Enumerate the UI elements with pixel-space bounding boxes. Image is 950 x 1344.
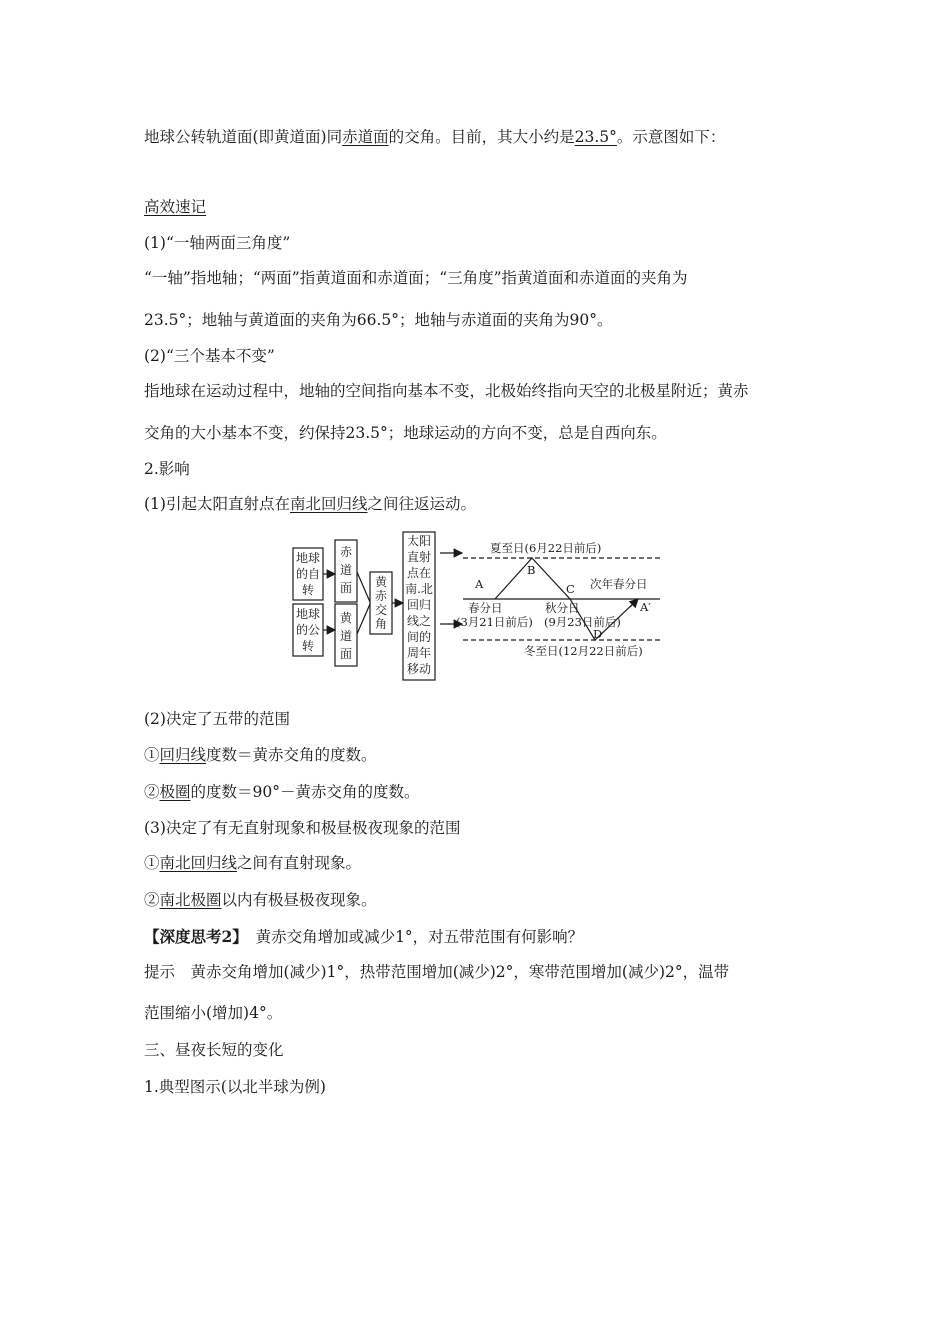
hint-line: 提示 黄赤交角增加(减少)1°，热带范围增加(减少)2°，寒带范围增加(减少)2°，温带 (144, 963, 730, 981)
section-heading: 1.典型图示(以北半球为例) (144, 1078, 326, 1096)
text: ② (144, 891, 160, 909)
point-b: B (527, 563, 536, 577)
text: 之间往返运动。 (367, 495, 476, 513)
think-label: 【深度思考2】 (144, 927, 241, 946)
ecliptic-diagram (290, 530, 670, 690)
memo-title: 高效速记 (144, 198, 207, 216)
section-heading: (2)决定了五带的范围 (144, 710, 290, 728)
label: 周年 (406, 646, 432, 660)
paragraph-line: 23.5°；地轴与黄道面的夹角为66.5°；地轴与赤道面的夹角为90°。 (144, 311, 613, 329)
point-c: C (566, 582, 575, 596)
item-line (144, 856, 361, 872)
text: 之间有直射现象。 (237, 854, 362, 872)
text: ① (144, 854, 160, 872)
point-a: A (475, 577, 484, 591)
label: 赤 (374, 589, 388, 603)
section-heading: 2.影响 (144, 460, 190, 478)
text: ① (144, 746, 160, 764)
label-spring-date: (3月21日前后) (456, 615, 533, 629)
text: 。示意图如下： (616, 128, 726, 146)
label: 回归 (406, 598, 432, 612)
label: 转 (301, 583, 315, 597)
label: 道 (339, 629, 353, 643)
underlined-answer: 23.5° (574, 128, 617, 146)
label: 的公 (295, 623, 321, 637)
underlined-answer: 赤道面 (342, 128, 389, 146)
label: 赤 (339, 545, 353, 559)
think-question (144, 929, 583, 946)
label: 移动 (406, 662, 432, 676)
label: 地球 (295, 551, 321, 565)
section-heading: 三、昼夜长短的变化 (144, 1041, 284, 1059)
label: 道 (339, 563, 353, 577)
label-autumn: 秋分日 (545, 601, 580, 615)
section-heading: (1)“一轴两面三角度” (144, 234, 291, 252)
label: 太阳 (406, 534, 432, 548)
label-autumn-date: (9月23日前后) (544, 615, 621, 629)
underlined-answer: 极圈 (159, 783, 191, 801)
connector (357, 572, 370, 602)
underlined-answer: 南北回归线 (289, 495, 368, 513)
paragraph-line: 交角的大小基本不变，约保持23.5°；地球运动的方向不变，总是自西向东。 (144, 424, 667, 442)
paragraph-intro (144, 130, 725, 146)
paragraph-line: “一轴”指地轴；“两面”指黄道面和赤道面；“三角度”指黄道面和赤道面的夹角为 (144, 269, 688, 287)
label: 地球 (295, 607, 321, 621)
hint-line: 范围缩小(增加)4°。 (144, 1004, 283, 1022)
item-line (144, 497, 476, 513)
arrow (630, 599, 638, 607)
text: (1)引起太阳直射点在 (144, 495, 290, 513)
label: 线之 (406, 614, 432, 628)
label: 黄 (339, 611, 353, 625)
item-line (144, 785, 420, 801)
text: 以内有极昼极夜现象。 (221, 891, 377, 909)
label-next-spring: 次年春分日 (590, 577, 648, 591)
text: 度数＝黄赤交角的度数。 (206, 746, 377, 764)
text: 地球公转轨道面(即黄道面)同 (144, 128, 343, 146)
label-spring: 春分日 (468, 601, 503, 615)
underlined-answer: 南北回归线 (159, 854, 238, 872)
label: 南.北 (405, 582, 433, 596)
item-line (144, 748, 377, 764)
label: 的自 (295, 567, 321, 581)
label-winter: 冬至日(12月22日前后) (524, 644, 643, 658)
text: ② (144, 783, 160, 801)
think-text: 黄赤交角增加或减少1°，对五带范围有何影响？ (255, 928, 584, 946)
underlined-answer: 南北极圈 (159, 891, 222, 909)
label-summer: 夏至日(6月22日前后) (490, 541, 602, 555)
label: 转 (301, 639, 315, 653)
label: 直射 (406, 550, 432, 564)
point-a-prime: A′ (640, 600, 651, 614)
item-line (144, 893, 377, 909)
label: 点在 (406, 566, 432, 580)
section-heading: (3)决定了有无直射现象和极昼极夜现象的范围 (144, 819, 461, 837)
connector (357, 604, 370, 634)
underlined-answer: 回归线 (159, 746, 207, 764)
label: 交 (374, 603, 388, 617)
paragraph-line: 指地球在运动过程中，地轴的空间指向基本不变，北极始终指向天空的北极星附近；黄赤 (144, 382, 749, 400)
label: 黄 (374, 575, 388, 589)
text: 的交角。目前，其大小约是 (388, 128, 575, 146)
label: 面 (339, 647, 353, 661)
point-d: D (593, 627, 603, 641)
section-heading: (2)“三个基本不变” (144, 347, 275, 365)
label: 角 (374, 617, 388, 631)
label: 间的 (406, 630, 432, 644)
text: 的度数＝90°－黄赤交角的度数。 (190, 783, 420, 801)
label: 面 (339, 581, 353, 595)
